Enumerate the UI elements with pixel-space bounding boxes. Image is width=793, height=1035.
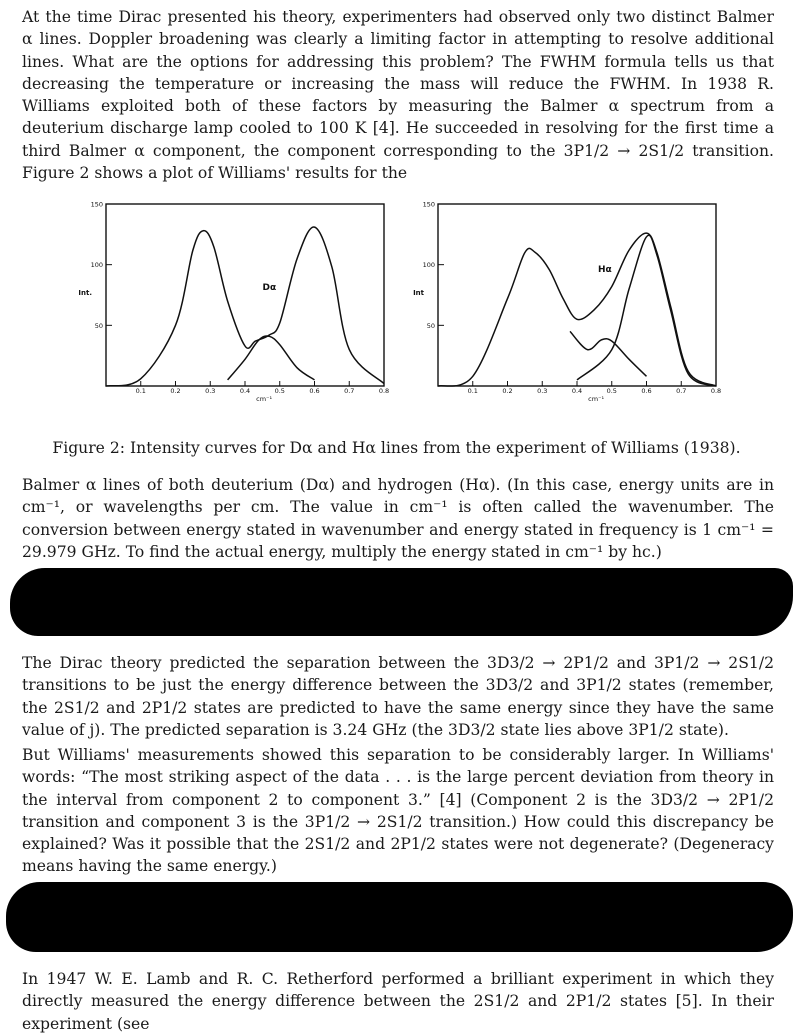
d-x-tick-label: 0.8 [378, 387, 390, 395]
figure-2 [60, 190, 740, 412]
paragraph-3: The Dirac theory predicted the separation between the 3D3/2 → 2P1/2 and 3P1/2 → 2S1/2 transitions to be just the energy difference between the 3D3/2 and 3P1/2 states (remember, the 2S1/2 and 2P1/2 states are predicted to have the same energy since they have the same value of j). The predicted separation is 3.24 GHz (the 3D3/2 state lies above 3P1/2 state). [22, 654, 774, 739]
d-x-axis-label: cm⁻¹ [256, 395, 273, 403]
d-y-tick-label: 150 [90, 200, 103, 209]
h-x-tick-label: 0.3 [537, 387, 548, 395]
redaction-bar-1 [10, 568, 793, 636]
h-x-tick-label: 0.6 [641, 387, 652, 395]
d-x-tick-label: 0.1 [135, 387, 146, 395]
d-series-2-line [228, 336, 315, 380]
h-y-tick-label: 150 [422, 200, 435, 209]
d-x-tick-label: 0.7 [344, 387, 355, 395]
h-x-tick-label: 0.8 [710, 387, 722, 395]
h-y-tick-label: 100 [422, 261, 435, 270]
d-x-tick-label: 0.3 [205, 387, 216, 395]
h-series-3-line [577, 235, 716, 386]
h-x-tick-label: 0.5 [606, 387, 617, 395]
paragraph-1: At the time Dirac presented his theory, experimenters had observed only two distinct Balmer α lines. Doppler broadening was clearly a limiting factor in attempting to resolve additional lines. What are the options for addressing this problem? The FWHM formula tells us that decreasing the temperature or increasing the mass will reduce the FWHM. In 1938 R. Williams exploited both of these factors by measuring the Balmer α spectrum from a deuterium discharge lamp cooled to 100 K [4]. He succeeded in resolving for the first time a third Balmer α component, the component corresponding to the 3P1/2 → 2S1/2 transition. Figure 2 shows a plot of Williams' results for the [22, 8, 774, 183]
d-plot-title: Dα [262, 283, 277, 294]
h-alpha-plot [404, 190, 734, 410]
h-plot-title: Hα [597, 264, 612, 275]
figure-caption: Figure 2: Intensity curves for Dα and Hα lines from the experiment of Williams (1938). [52, 439, 741, 457]
paragraph-5: In 1947 W. E. Lamb and R. C. Retherford performed a brilliant experiment in which they directly measured the energy difference between the 2S1/2 and 2P1/2 states [5]. In their experiment (see [22, 970, 774, 1033]
h-x-tick-label: 0.7 [676, 387, 687, 395]
h-series-1-line [438, 233, 716, 386]
d-series-1-line [106, 227, 384, 386]
d-x-tick-label: 0.2 [170, 387, 181, 395]
h-x-axis-label: cm⁻¹ [588, 395, 605, 403]
h-y-axis-label: Int [413, 289, 424, 297]
paragraph-2: Balmer α lines of both deuterium (Dα) and hydrogen (Hα). (In this case, energy units are in cm⁻¹, or wavelengths per cm. The value in cm⁻¹ is often called the wavenumber. The conversion between energy stated in wavenumber and energy stated in frequency is 1 cm⁻¹ = 29.979 GHz. To find the actual energy, multiply the energy stated in cm⁻¹ by hc.) [22, 476, 774, 561]
d-x-tick-label: 0.4 [239, 387, 251, 395]
d-alpha-plot [72, 190, 402, 410]
h-x-tick-label: 0.4 [571, 387, 583, 395]
d-y-axis-label: Int. [78, 289, 92, 297]
h-y-tick-label: 50 [426, 321, 435, 330]
h-plot-frame [438, 204, 716, 386]
h-x-tick-label: 0.2 [502, 387, 513, 395]
paragraph-4: But Williams' measurements showed this separation to be considerably larger. In Williams' words: “The most striking aspect of the data . . . is the large percent deviation from theory in the interval from component 2 to component 3.” [4] (Component 2 is the 3D3/2 → 2P1/2 transition and component 3 is the 3P1/2 → 2S1/2 transition.) How could this discrepancy be explained? Was it possible that the 2S1/2 and 2P1/2 states were not degenerate? (Degeneracy means having the same energy.) [22, 746, 774, 876]
d-x-tick-label: 0.6 [309, 387, 320, 395]
d-y-tick-label: 50 [94, 321, 103, 330]
d-x-tick-label: 0.5 [274, 387, 285, 395]
h-x-tick-label: 0.1 [467, 387, 478, 395]
d-y-tick-label: 100 [90, 261, 103, 270]
redaction-bar-2 [6, 882, 793, 952]
